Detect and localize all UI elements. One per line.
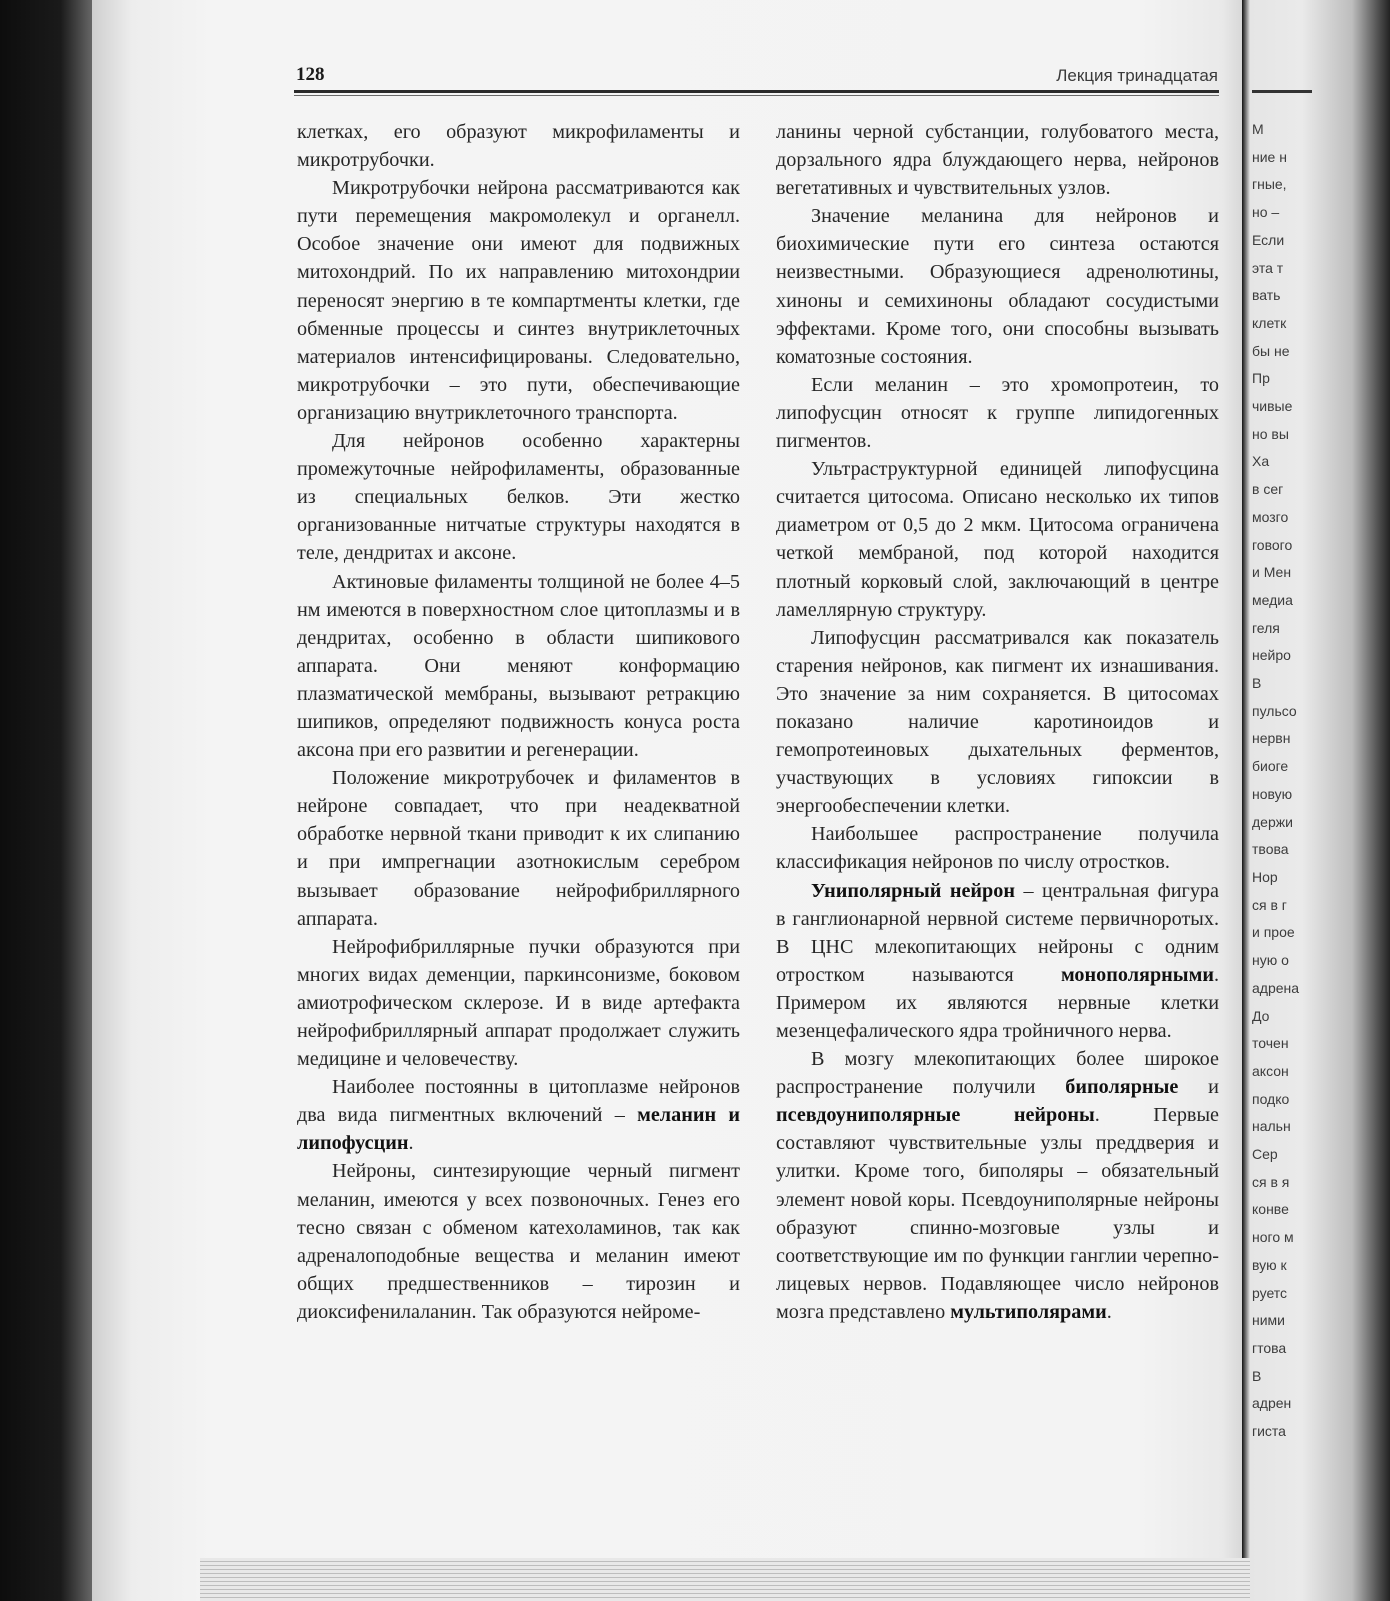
- page-edges-bottom: [200, 1558, 1250, 1601]
- facing-page-line: точен: [1252, 1035, 1289, 1052]
- facing-page-line: эта т: [1252, 259, 1284, 276]
- facing-page-line: новую: [1252, 785, 1293, 802]
- facing-page-line: М: [1252, 121, 1264, 137]
- facing-page-line: ся в г: [1252, 896, 1287, 913]
- facing-page-line: вать: [1252, 287, 1281, 304]
- paragraph: В мозгу млекопитающих более широкое распространение получили биполярные и псевдоуниполярные нейроны. Первые составляют чувствительные узлы преддверия и улитки. Кроме того, биполяры – обязательный элемент новой коры. Псевдоуниполярные нейроны образуют спинно-мозговые узлы и соответствующие им по функции ганглии черепно-лицевых нервов. Подавляющее число нейронов мозга представлено мультиполярами.: [776, 1048, 1219, 1323]
- facing-page-line: но вы: [1252, 425, 1289, 442]
- right-text-column: [776, 118, 1219, 1326]
- facing-page-line: Ха: [1252, 453, 1270, 470]
- paragraph: Если меланин – это хромопротеин, то липофусцин относят к группе липидогенных пигментов.: [776, 373, 1219, 453]
- facing-page-line: и прое: [1252, 924, 1295, 941]
- header-rule: [294, 90, 1219, 93]
- facing-page-line: руетс: [1252, 1284, 1288, 1301]
- facing-page-line: вую к: [1252, 1256, 1287, 1273]
- facing-page-line: биоге: [1252, 758, 1289, 775]
- facing-page-line: Если: [1252, 231, 1285, 248]
- facing-page-line: нейро: [1252, 647, 1291, 664]
- paragraph: Униполярный нейрон – центральная фигура в ганглионарной нервной системе первичноротых. В ЦНС млекопитающих нейроны с одним отростком называются монополярными. Примером их являются нервные клетки мезенцефалического ядра тройничного нерва.: [776, 879, 1219, 1042]
- facing-page-line: нальн: [1252, 1118, 1291, 1135]
- facing-page-line: адрен: [1252, 1395, 1292, 1412]
- facing-page-line: гового: [1252, 536, 1293, 553]
- page-header: [296, 64, 1218, 92]
- facing-page-line: В: [1252, 675, 1262, 692]
- paragraph: Наиболее постоянны в цитоплазме нейронов два вида пигментных включений – меланин и липофусцин.: [297, 1076, 740, 1155]
- paragraph: Нейрофибриллярные пучки образуются при многих видах деменции, паркинсонизме, боковом амиотрофическом склерозе. И в виде артефакта нейрофибриллярный аппарат продолжает служить медицине и человечеству.: [297, 935, 740, 1071]
- facing-page-line: аксон: [1252, 1062, 1289, 1079]
- facing-page-line: бы не: [1252, 342, 1290, 359]
- facing-page-line: держи: [1252, 813, 1293, 830]
- facing-page-line: ся в я: [1252, 1173, 1290, 1190]
- facing-page-line: адрена: [1252, 979, 1300, 996]
- running-head: Лекция тринадцатая: [1056, 66, 1218, 85]
- facing-page-line: геля: [1252, 619, 1280, 636]
- paragraph: Микротрубочки нейрона рассматриваются как пути перемещения макромолекул и органелл. Особое значение они имеют для подвижных митохондрий. По их направлению митохондрии переносят энергию в те компартменты клетки, где обменные процессы и синтез внутриклеточных материалов интенсифицированы. Следовательно, микротрубочки – это пути, обеспечивающие организацию внутриклеточного транспорта.: [297, 177, 740, 424]
- header-rule-thin: [294, 95, 1219, 96]
- facing-page-line: В: [1252, 1367, 1262, 1384]
- facing-page-line: конве: [1252, 1201, 1289, 1218]
- paragraph: Значение меланина для нейронов и биохимические пути его синтеза остаются неизвестными. Образующиеся адренолютины, хиноны и семихиноны обладают сосудистыми эффектами. Кроме того, они способны вызывать коматозные состояния.: [776, 205, 1219, 368]
- facing-page-line: и Мен: [1252, 564, 1292, 581]
- facing-page-line: ние н: [1252, 148, 1287, 165]
- facing-page-line: ного м: [1252, 1229, 1294, 1246]
- facing-page-line: в сег: [1252, 481, 1284, 498]
- facing-page-line: Сер: [1252, 1146, 1278, 1163]
- facing-page-line: клетк: [1252, 314, 1287, 331]
- facing-page-line: мозго: [1252, 508, 1289, 525]
- facing-page-line: гные,: [1252, 176, 1287, 193]
- paragraph: Актиновые филаменты толщиной не более 4–5 нм имеются в поверхностном слое цитоплазмы и в дендритах, особенно в области шипикового аппарата. Они меняют конформацию плазматической мембраны, вызывают ретракцию шипиков, определяют подвижность конуса роста аксона при его развитии и регенерации.: [297, 570, 740, 762]
- facing-page-text: [1252, 116, 1312, 1436]
- facing-page-line: медиа: [1252, 591, 1293, 608]
- facing-page-line: подко: [1252, 1090, 1290, 1107]
- left-text-column: [297, 118, 740, 1326]
- paragraph: Положение микротрубочек и филаментов в нейроне совпадает, что при неадекватной обработке нервной ткани приводит к их слипанию и при импрегнации азотнокислым серебром вызывает образование нейрофибриллярного аппарата.: [297, 767, 740, 930]
- facing-page-line: пульсо: [1252, 702, 1297, 719]
- paragraph: клетках, его образуют микрофиламенты и микротрубочки.: [297, 121, 740, 172]
- paragraph: Липофусцин рассматривался как показатель старения нейронов, как пигмент их изнашивания. Это значение за ним сохраняется. В цитосомах показано наличие каротиноидов и гемопротеиновых дыхательных ферментов, участвующих в условиях гипоксии в энергообеспечении клетки.: [776, 626, 1219, 818]
- facing-page-line: но –: [1252, 204, 1280, 221]
- paragraph: Для нейронов особенно характерны промежуточные нейрофиламенты, образованные из специальных белков. Эти жестко организованные нитчатые структуры находятся в теле, дендритах и аксоне.: [297, 430, 740, 565]
- paragraph: Наибольшее распространение получила классификация нейронов по числу отростков.: [776, 823, 1219, 874]
- paragraph: Нейроны, синтезирующие черный пигмент меланин, имеются у всех позвоночных. Генез его тесно связан с обменом катехоламинов, так как адреналоподобные вещества и меланин имеют общих предшественников – тирозин и диоксифенилаланин. Так образуются нейроме-: [297, 1160, 740, 1323]
- facing-page-line: гиста: [1252, 1423, 1286, 1436]
- paragraph: Ультраструктурной единицей липофусцина считается цитосома. Описано несколько их типов диаметром от 0,5 до 2 мкм. Цитосома ограничена четкой мембраной, под которой находится плотный корковый слой, заключающий в центре ламеллярную структуру.: [776, 458, 1219, 621]
- facing-page-line: гтова: [1252, 1339, 1287, 1356]
- facing-page-line: нервн: [1252, 730, 1291, 747]
- facing-page-rule: [1252, 90, 1312, 93]
- paragraph: ланины черной субстанции, голубоватого места, дорзального ядра блуждающего нерва, нейронов вегетативных и чувствительных узлов.: [776, 121, 1219, 200]
- facing-page-line: До: [1252, 1007, 1270, 1024]
- facing-page-line: ную о: [1252, 952, 1289, 969]
- page-number: 128: [296, 64, 325, 85]
- facing-page-line: Нор: [1252, 868, 1278, 885]
- facing-page-line: ними: [1252, 1312, 1285, 1329]
- facing-page-line: чивые: [1252, 398, 1293, 415]
- facing-page-line: твова: [1252, 841, 1289, 858]
- facing-page-line: Пр: [1252, 370, 1270, 387]
